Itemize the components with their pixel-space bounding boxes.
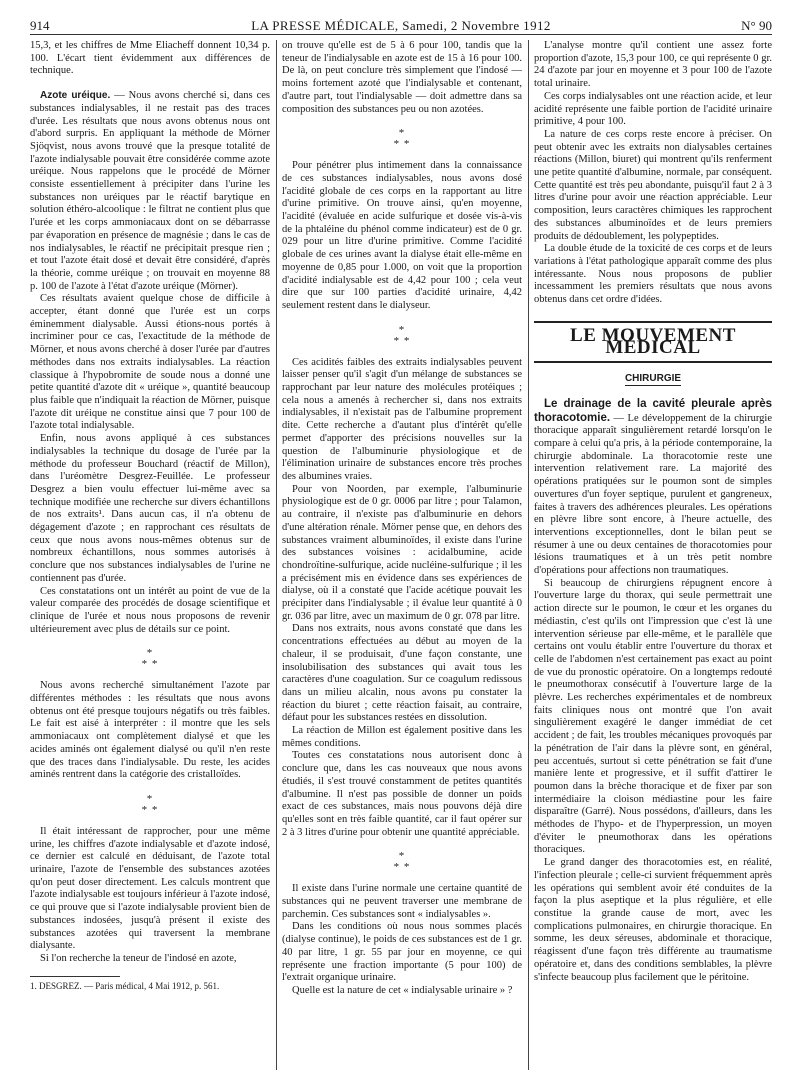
paragraph: Dans nos extraits, nous avons constaté que dans les concentrations effectuées au début au moyen de la chaleur, il se produisait, d'une façon constante, une insolubilisation des substances qui avait tous les caractères d'une coagulation. Sur ce coagulum redissous dans un milieu alcalin, nous avons pu constater la réaction du biuret ; cette réaction faisait, au contraire, défaut pour les substances restées en dissolution. bbox=[282, 623, 522, 724]
asterism: * * * bbox=[141, 792, 159, 816]
column-3 bbox=[534, 40, 772, 1075]
paragraph-drainage bbox=[534, 398, 772, 578]
paragraph: Pour pénétrer plus intimement dans la connaissance de ces substances indialysables, nous avons dosé l'acidité globale de ces corps en la rapportant au litre d'urine primitive. On trouve ainsi, qu'en moyenne, l'acidité (évaluée en acide sulfurique et dosée vis-à-vis de la phtaléine du phénol comme indicateur) est de 0 gr. 029 pour un litre d'urine primitive. Comme l'acidité globale de ces urines avant la dialyse était elle-même en moyenne de 0,85 pour 1.000, on voit que la proportion d'acidité indialysable est de 4,42 pour 100 ; cela veut dire que sur 100 parties d'acidité urinaire, 4,42 seulement restent dans le dialyseur. bbox=[282, 160, 522, 311]
asterism: * * * bbox=[393, 127, 411, 151]
paragraph: Il était intéressant de rapprocher, pour une même urine, les chiffres d'azote indialysable et d'azote indosé, ce dernier est calculé en déduisant, de l'azote total urinaire, l'azote de l'ensemble des substances azotées qu'on peut doser directement. Les calculs montrent que l'azote indialysable est toujours inférieur à l'azote indosé, ce qui prouve que si l'azote indialysable provient bien de substances indosées, jusqu'à présent il existe des substances azotées qui traversent la membrane dialysante. bbox=[30, 825, 270, 952]
paragraph-azote-ureique bbox=[30, 90, 270, 293]
paragraph: Ces résultats avaient quelque chose de difficile à accepter, étant donné que l'urée est un corps éminemment dialysable. Aussi étions-nous portés à incriminer pour ce cas, l'exactitude de la méthode de Mörner, et nous avons cherché à doser l'urée par d'autres méthodes dans nos extraits indialysables. La réaction classique à l'hypobromite de soude nous a donné une petite quantité d'azote dit « uréique », quantité beaucoup plus faible que n'indiquait la réaction de Mörner, puisque l'azote dit uréique ne constitue ainsi que 7 pour 100 de l'azote total indialysable. bbox=[30, 293, 270, 432]
paragraph: Quelle est la nature de cet « indialysable urinaire » ? bbox=[292, 985, 513, 996]
paragraph: Dans les conditions où nous nous sommes placés (dialyse continue), le poids de ces substances est de 1 gr. 40 par litre, 1 gr. 55 par jour en moyenne, ce qui représente une fraction importante (5 pour 100) de l'extrait organique urinaire. bbox=[282, 921, 522, 984]
subsection-title-text: CHIRURGIE bbox=[624, 373, 682, 385]
paragraph: Si beaucoup de chirurgiens répugnent encore à l'ouverture large du thorax, qui seule permettrait une action directe sur le poumon, le cœur et les organes du médiastin, c'est qu'ils ont l'impression que c'est là une intervention sérieuse par elle-même, et le parallèle que certains ont voulu établir entre l'ouverture du thorax et celle de l'abdomen n'est certainement pas exact au point de vue du pronostic opératoire. On a longtemps redouté le pneumothorax consécutif à l'ouverture large de la plèvre. Les recherches expérimentales et de nombreux faits cliniques nous ont montré que l'on avait singulièrement exagéré le danger immédiat de cet accident ; de fait, les troubles mécaniques provoqués par la pénétration de l'air dans la plèvre sont, en général, peu accentués, surtout si cette pénétration se fait d'une manière lente et progressive, et il suffit d'attirer le poumon dans la brèche thoracique et de fixer par son intermédiaire la cloison médiastine pour les faire disparaître (Garré). Nous possédons, d'ailleurs, dans les méthodes de l'hypo- et de l'hyperpression, un moyen d'éviter le pneumothorax dans les opérations thoraciques. bbox=[534, 577, 772, 856]
footnote-rule bbox=[30, 976, 120, 977]
running-title: LA PRESSE MÉDICALE, Samedi, 2 Novembre 1912 bbox=[251, 18, 551, 33]
paragraph: Il existe dans l'urine normale une certaine quantité de substances qui ne peuvent traverser une membrane de parchemin. Ces substances sont « indialysables ». bbox=[282, 883, 522, 920]
paragraph: Pour von Noorden, par exemple, l'albuminurie physiologique est de 0 gr. 0006 par litre ; pour Talamon, au contraire, il n'existe pas d'albuminurie en dehors d'une altération rénale. Mörner pense que, en dehors des substances vraiment albuminoïdes, il existe dans l'urine des substances voisines : acidalbumine, acide chondroïtine-sulfurique, acide nucléine-sulfurique ; il les a précisément mis en évidence dans ses expériences de dialyse, où il a constaté que l'acide acétique pouvait les précipiter dans l'indialysable ; il évalue leur quantité à 0 gr. 036 par litre, avec un maximum de 0 gr. 078 par litre. bbox=[282, 483, 522, 622]
paragraph: Toutes ces constatations nous autorisent donc à conclure que, dans les cas nouveaux que nous avons étudiés, il s'est trouvé constamment de petites quantités d'albumine. Il n'est pas possible de donner un poids exact de ces substances, mais nous pouvons déjà dire qu'elles sont en très faible quantité, car il faut opérer sur 2 à 3 litres d'urine pour obtenir une quantité appréciable. bbox=[282, 750, 522, 838]
paragraph-text: — Nous avons cherché si, dans ces substances indialysables, il ne restait pas des traces d'urée. Les résultats que nous avons obtenus nous ont d'abord surpris. En appliquant la méthode de Mörner Sjöqvist, nous avons trouvé que la presque totalité de l'azote indialysable pouvait être considérée comme azote uréique. Nous rappelons que le procédé de Mörner consiste essentiellement à précipiter dans l'urine les substances non uréiques par le réactif barytique en solution éthéro-alcoolique : le filtrat ne contient plus que l'urée et les corps ammoniacaux dont on se débarrasse par évaporation en présence de magnésie ; dans le cas de nos indialysables, le réactif ne précipitait presque rien ; et tout l'azote était dosé et devait être considéré, d'après la théorie, comme uréique ; on trouvait en moyenne 88 p. 100 de l'azote à l'état d'azote uréique (Mörner). bbox=[30, 90, 270, 292]
column-divider bbox=[528, 40, 529, 1070]
paragraph: La réaction de Millon est également positive dans les mêmes conditions. bbox=[282, 725, 522, 749]
paragraph: Ces acidités faibles des extraits indialysables peuvent laisser penser qu'il s'agit d'un mélange de substances se rapprochant par leur nature des molécules protéiques ; cela nous a amenés à rechercher si, dans nos extraits indialysables, il n'existait pas de l'albumine proprement dite. Cette recherche a d'autant plus d'intérêt qu'elle permet d'apporter des précisions nouvelles sur la question de l'albuminurie physiologique et de l'élimination urinaire de substances encore très proches des albumines vraies. bbox=[282, 356, 522, 482]
run-in-heading: Le drainage de la cavité pleurale après thoracotomie. bbox=[534, 397, 772, 424]
paragraph: on trouve qu'elle est de 5 à 6 pour 100, tandis que la teneur de l'indialysable en azote est de 15 à 16 pour 100. De là, on peut conclure très simplement que l'indosé — moins fortement azoté que l'indialysable et contenant, d'autre part, tout l'indialysable — doit admettre dans sa composition des substances peu ou non azotées. bbox=[282, 40, 522, 115]
page-number: 914 bbox=[30, 18, 50, 33]
paragraph: La nature de ces corps reste encore à préciser. On peut obtenir avec les extraits non dialysables certaines réactions (Millon, biuret) qui montrent qu'ils renferment une petite quantité d'albumine, normale, par conséquent. Cette quantité est très peu abondante, puisqu'il faut 2 à 3 litres d'urine pour avoir une réaction appréciable. Leur composition, leurs caractères chimiques les rapprochent des substances albuminoïdes et de leurs premiers produits de dédoublement, les polypeptides. bbox=[534, 128, 772, 242]
subsection-title bbox=[534, 373, 772, 386]
column-2 bbox=[282, 40, 522, 1075]
column-divider bbox=[276, 40, 277, 1070]
run-in-heading: Azote uréique. bbox=[40, 90, 111, 102]
section-header bbox=[534, 321, 772, 363]
asterism: * * * bbox=[393, 850, 411, 874]
paragraph: 15,3, et les chiffres de Mme Eliacheff donnent 10,34 p. 100. L'écart tient évidemment aux différences de technique. bbox=[30, 40, 270, 77]
paragraph: Ces constatations ont un intérêt au point de vue de la valeur comparée des procédés de dosage scientifique et clinique de l'urée et nous nous proposons de revenir ultérieurement avec plus de détails sur ce point. bbox=[30, 585, 270, 635]
section-title: LE MOUVEMENT MÉDICAL bbox=[570, 324, 736, 359]
paragraph-text: — Le développement de la chirurgie thoracique apparaît singulièrement retardé lorsqu'on le compare à celui qu'a pris, à la période contemporaine, la chirurgie abdominale. La thoracotomie reste une intervention relativement rare. La majorité des opérations pratiquées sur le poumon sont de simples ouvertures d'un foyer septique, purulent et gangreneux, faites à travers des adhérences pleurales. Les opérations en plèvre libre sont encore, à l'heure actuelle, des interventions exceptionnelles, dont le bilan peut se résumer à une ou deux centaines de thoracotomies pour lésions traumatiques et à un très petit nombre d'opérations pour affections non traumatiques. bbox=[534, 412, 772, 577]
asterism: * * * bbox=[393, 323, 411, 347]
paragraph: Enfin, nous avons appliqué à ces substances indialysables la technique du dosage de l'urée par la méthode du professeur Bouchard (réactif de Millon), dans l'uréomètre Desgrez-Feuillée. Le professeur Desgrez a bien voulu effectuer lui-même avec sa technique modifiée une recherche sur divers échantillons de nos extraits¹. Dans aucun cas, il n'a obtenu de dégagement d'azote ; en rapprochant ces résultats de ceux que nous avons nous-mêmes obtenus sur de nombreux échantillons, nous sommes autorisés à conclure que nos substances indialysables de l'urine ne contiennent pas d'urée. bbox=[30, 433, 270, 584]
paragraph: Si l'on recherche la teneur de l'indosé en azote, bbox=[40, 953, 237, 964]
issue-number: N° 90 bbox=[741, 18, 772, 33]
paragraph: Le grand danger des thoracotomies est, en réalité, l'infection pleurale ; celle-ci survient fréquemment après les opérations qui semblent avoir été conduites de la façon la plus aseptique et la plus régulière, et elle constitue la grande cause de mort, avec les complications pulmonaires, en chirurgie thoracique. En somme, les deux séreuses, abdominale et thoracique, réagissent d'une façon très différente au traumatisme opératoire et, dans des conditions semblables, la plèvre s'infecte beaucoup plus facilement que le péritoine. bbox=[534, 857, 772, 983]
paragraph: Ces corps indialysables ont une réaction acide, et leur acidité représente une faible portion de l'acidité urinaire primitive, 4 pour 100. bbox=[534, 90, 772, 128]
paragraph: L'analyse montre qu'il contient une assez forte proportion d'azote, 15,3 pour 100, ce qui représente 0 gr. 24 d'azote par jour en moyenne et 3 pour 100 de l'azote total urinaire. bbox=[534, 40, 772, 90]
paragraph: Nous avons recherché simultanément l'azote par différentes méthodes : les résultats que nous avons obtenus ont été presque toujours négatifs ou très faibles. Le fait est aisé à interpréter : il montre que les sels ammoniacaux ont complètement dialysé et que les acides aminés ont également dialysé ou qu'il n'en reste que des traces dans l'indialysable. Du reste, les acides aminés rentrent dans la catégorie des cristalloïdes. bbox=[30, 680, 270, 781]
paragraph: La double étude de la toxicité de ces corps et de leurs variations à l'état pathologique apparaît comme des plus intéressante. Nous nous proposons de publier incessamment les premiers résultats que nous avons obtenus dans cet ordre d'idées. bbox=[534, 243, 772, 306]
column-1 bbox=[30, 40, 270, 1075]
header-rule bbox=[30, 34, 772, 35]
footnote: 1. DESGREZ. — Paris médical, 4 Mai 1912, p. 561. bbox=[30, 980, 220, 991]
asterism: * * * bbox=[141, 647, 159, 671]
